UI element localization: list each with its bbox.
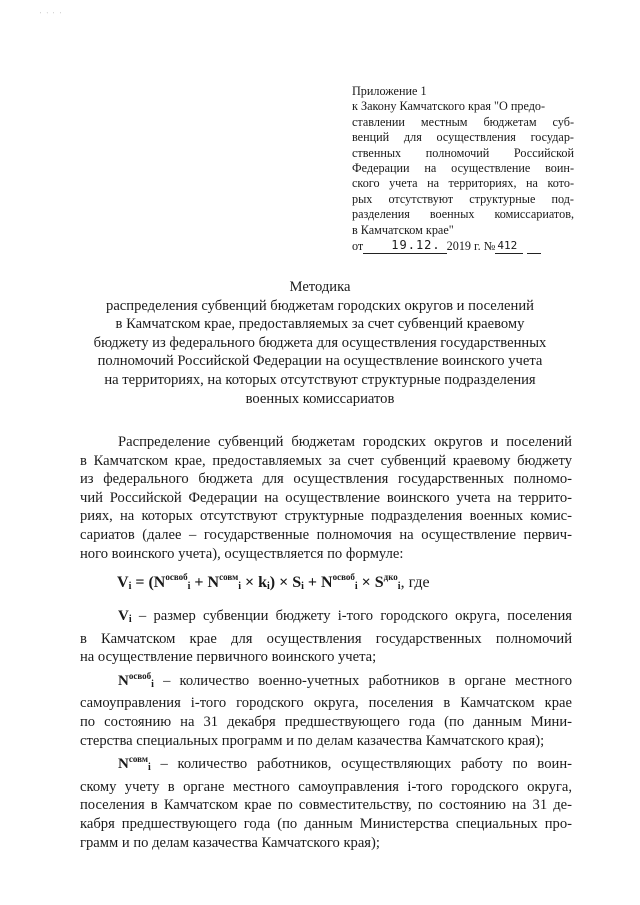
year-text: 2019 г. №: [446, 239, 496, 254]
date-prefix: от: [352, 239, 364, 254]
paragraph-line: Распределение субвенций бюджетам городских округов и поселений: [118, 434, 572, 450]
paragraph-line: по состоянию на 31 декабря предшествующего года (по данным Мини-: [80, 713, 572, 730]
appendix-line: ставлении местным бюджетам суб-: [352, 114, 574, 129]
paragraph-line: скому учету в органе местного самоуправления i-того городского округа,: [80, 778, 572, 795]
paragraph-line: ного воинского учета), осуществляется по формуле:: [80, 545, 404, 562]
definition-n-sovm: $N^{совм}_i$ – количество работников, осуществляющих работу по воин-: [118, 754, 572, 774]
appendix-line: разделения военных комиссариатов,: [352, 207, 574, 222]
paragraph-line: на осуществление первичного воинского учета;: [80, 649, 377, 666]
appendix-line: к Закону Камчатского края "О предо-: [352, 99, 546, 114]
title-line: распределения субвенций бюджетам городских округов и поселений: [106, 297, 534, 314]
paragraph-line: кабря предшествующего года (по данным Министерства специальных про-: [80, 815, 572, 832]
paragraph-line: в Камчатском крае для осуществления государственных полномочий: [80, 630, 572, 647]
title-line: полномочий Российской Федерации на осуществление воинского учета: [97, 353, 543, 370]
appendix-line: в Камчатском крае": [352, 222, 454, 237]
title-heading: Методика: [289, 279, 351, 295]
paragraph-line: из федерального бюджета для осуществления государственных полномо-: [80, 471, 572, 488]
paragraph-line: чий Российской Федерации на осуществление воинского учета на террито-: [80, 489, 572, 506]
scan-artifact: ' ' ' ': [40, 12, 63, 18]
definition-n-osvob: $N^{освоб}_i$ – количество военно-учетных работников в органе местного: [118, 670, 572, 690]
handwritten-number: 412: [495, 238, 523, 254]
appendix-line: ского учета на территориях, на кото-: [352, 176, 574, 191]
paragraph-line: поселения в Камчатском крае по совместительству, по состоянию на 31 де-: [80, 797, 572, 814]
title-line: на территориях, на которых отсутствуют структурные подразделения: [104, 371, 536, 388]
handwritten-date: 19.12.: [363, 238, 446, 254]
paragraph-line: сариатов (далее – государственные полномочия на осуществление первич-: [80, 526, 572, 543]
subsidy-formula: $V_i = (N^{освоб}_i + N^{совм}_i \times k_i) \times S_i + N^{освоб}_i \times S^{дко}_i$, где: [117, 572, 430, 592]
appendix-line: ственных полномочий Российской: [352, 145, 574, 160]
title-line: в Камчатском крае, предоставляемых за счет субвенций краевому: [115, 316, 525, 333]
paragraph-line: риях, на которых отсутствуют структурные подразделения военных комис-: [80, 508, 572, 525]
methodology-title: [80, 278, 560, 408]
title-line: бюджету из федерального бюджета для осуществления государственных: [93, 334, 547, 351]
title-line: военных комиссариатов: [245, 390, 395, 407]
appendix-line: Федерации на осуществление воин-: [352, 161, 574, 176]
appendix-title: Приложение 1: [352, 84, 427, 98]
appendix-block: [352, 84, 574, 254]
appendix-line: венций для осуществления государ-: [352, 130, 574, 145]
underline-tail: [527, 253, 541, 254]
intro-paragraph: [80, 433, 572, 563]
definition-v: $V_i$ – размер субвенции бюджету i-того городского округа, поселения: [118, 608, 572, 625]
paragraph-line: стерства специальных программ и по делам казачества Камчатского края);: [80, 732, 545, 749]
paragraph-line: самоуправления i-того городского округа, поселения в Камчатском крае: [80, 695, 572, 712]
paragraph-line: грамм и по делам казачества Камчатского края);: [80, 834, 380, 851]
appendix-line: рых отсутствуют структурные под-: [352, 191, 574, 206]
definitions: [80, 607, 572, 852]
paragraph-line: в Камчатском крае, предоставляемых за счет субвенций краевому бюджету: [80, 452, 572, 469]
adoption-date-line: [352, 238, 574, 254]
